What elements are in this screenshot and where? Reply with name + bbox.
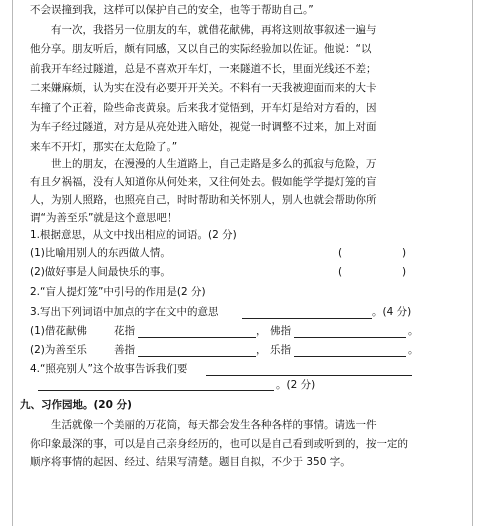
period: 。 [408,344,419,356]
passage-line: 谓“为善至乐”就是这个意思吧！ [30,212,178,224]
passage-line: 来车不开灯，那实在太危险了。” [30,141,178,153]
answer-line-q3-1a[interactable] [138,337,256,338]
passage-line: 不会误撞到我，这样可以保护自己的安全，也等于帮助自己。” [30,4,314,16]
passage-line: 世上的朋友，在漫漫的人生道路上，自己走路是多么的孤寂与危险，万 [51,158,377,170]
answer-line-q3-1b[interactable] [294,337,406,338]
passage-line: 有且夕祸福，没有人知道你从何处来，又往何处去。假如能学学提灯笼的盲 [30,176,377,188]
answer-paren-close: ) [402,266,407,278]
answer-line-q3-2b[interactable] [294,356,406,357]
answer-line-q3-title[interactable] [242,318,372,319]
question-1-item-1: (1)比喻用别人的东西做人情。 [30,247,171,259]
passage-line: 他分享。朋友听后，颇有同感，又以自己的实际经验加以佐证。他说：“以 [30,43,372,55]
question-3-score: 。(4 分) [372,306,412,318]
comma: ， [256,344,267,356]
question-3-row-2-word2: 乐指 [270,344,291,356]
question-3-row-1-label: (1)借花献佛 [30,325,87,337]
page-margin-line-left [12,0,13,526]
question-4-title: 4.“照亮别人”这个故事告诉我们要 [30,363,188,375]
question-3-title: 3.写出下列词语中加点的字在文中的意思 [30,306,219,318]
answer-line-q4-1[interactable] [206,375,412,376]
section-9-line: 生活就像一个美丽的万花筒，每天都会发生各种各样的事情。请选一件 [51,419,377,431]
question-3-row-1-word2: 佛指 [270,325,291,337]
question-2-title: 2.“盲人提灯笼”中引号的作用是(2 分) [30,286,206,298]
answer-line-q3-2a[interactable] [138,356,256,357]
question-4-score: 。(2 分) [276,379,316,391]
passage-line: 前我开车经过隧道，总是不喜欢开车灯，一来隧道不长，里面光线还不差； [30,63,377,75]
section-9-line: 顺序将事情的起因、经过、结果写清楚。题目自拟，不少于 350 字。 [30,456,351,468]
answer-field-q1-2[interactable] [346,265,398,279]
answer-field-q1-1[interactable] [346,246,398,260]
answer-line-q4-2[interactable] [38,390,274,391]
question-3-row-2-word1: 善指 [114,344,135,356]
passage-line: 二来嫌麻烦，认为实在没有必要开开关关。不料有一天我被迎面而来的大卡 [30,82,377,94]
question-1-item-2: (2)做好事是人间最快乐的事。 [30,266,171,278]
section-9-line: 你印象最深的事，可以是自己亲身经历的，也可以是自己看到或听到的，按一定的 [30,438,408,450]
question-3-row-1-word1: 花指 [114,325,135,337]
page-margin-line-right [472,0,473,526]
comma: ， [256,325,267,337]
question-3-row-2-label: (2)为善至乐 [30,344,87,356]
period: 。 [408,325,419,337]
answer-paren-open: ( [338,247,343,259]
answer-paren-open: ( [338,266,343,278]
question-1-title: 1.根据意思，从文中找出相应的词语。(2 分) [30,229,237,241]
section-9-heading: 九、习作园地。(20 分) [20,399,132,411]
passage-line: 人，为别人照路，也照亮自己，时时帮助和关怀别人，别人也就会帮助你所 [30,194,377,206]
passage-line: 为车子经过隧道，对方是从亮处进入暗处，视觉一时调整不过来，加上对面 [30,121,377,133]
passage-line: 车撞了个正着，险些命丧黄泉。后来我才觉悟到，开车灯是给对方看的，因 [30,102,377,114]
passage-line: 有一次，我搭另一位朋友的车，就借花献佛，再将这则故事叙述一遍与 [51,24,377,36]
answer-paren-close: ) [402,247,407,259]
